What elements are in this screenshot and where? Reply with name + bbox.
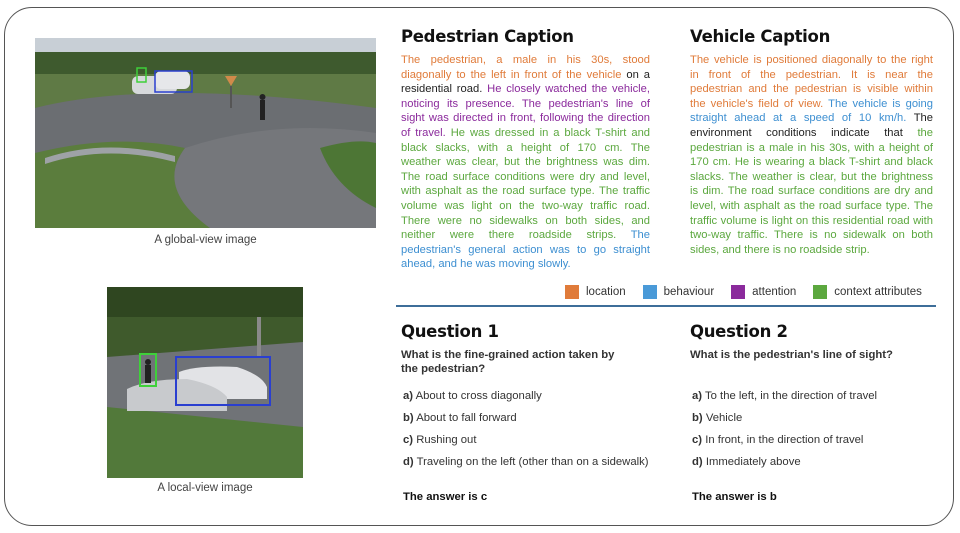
caption-segment: the pedestrian is a male in his 30s, with a height of 170 cm. He is wearing a black T-shirt and black slacks. The weather is clear, but the brightness is dim. The road surface conditions are dry and level, with asphalt as the road surface type. The traffic volume is light on this residential road with two-way traffic. There is no sidewalk on both sides, and there is no roadside strip. (690, 126, 933, 256)
question2-option-a: a) To the left, in the direction of travel (692, 390, 878, 402)
caption-segment: on a residential road. (401, 68, 651, 96)
caption-segment: The vehicle is positioned diagonally to the right in front of the pedestrian. It is near the pedestrian and the pedestrian is visible within the vehicle's field of view. (690, 54, 933, 110)
question1-title: Question 1 (401, 322, 499, 341)
question1-option-b: b) About to fall forward (403, 412, 517, 424)
question1-text: What is the fine-grained action taken by the pedestrian? (401, 349, 615, 375)
legend-label: behaviour (663, 286, 715, 298)
legend-item-location (565, 285, 626, 299)
caption-segment: He was dressed in a black T-shirt and black slacks, with a height of 170 cm. The weather was clear, but the brightness was dim. The road surface conditions were dry and level, with asphalt as the road surface type. The traffic volume was light on the two-way traffic road. There were no sidewalks on both sides, and neither were there roadside strips. (401, 126, 651, 242)
legend-item-context (813, 285, 922, 299)
legend-item-attention (731, 285, 796, 299)
caption-segment: The pedestrian's general action was to go straight ahead, and he was moving slowly. (401, 229, 650, 271)
legend-swatch (565, 285, 579, 299)
question1-answer: The answer is c (403, 491, 488, 503)
legend-item-behaviour (643, 285, 715, 299)
question2-text: What is the pedestrian's line of sight? (690, 349, 893, 361)
vehicle-caption-text (690, 53, 933, 257)
legend-label: location (586, 286, 626, 298)
legend-swatch (813, 285, 827, 299)
pedestrian-caption-title: Pedestrian Caption (401, 27, 574, 46)
caption-segment: The environment conditions indicate that (690, 112, 933, 139)
question2-option-b: b) Vehicle (692, 412, 743, 424)
caption-segment: He closely watched the vehicle, noticing its presence. The pedestrian's line of sight was directed in front, following the direction of travel. (401, 83, 650, 139)
question2-title: Question 2 (690, 322, 788, 341)
section-divider (396, 305, 936, 307)
global-view-image (35, 38, 376, 228)
legend-swatch (643, 285, 657, 299)
question1-option-d: d) Traveling on the left (other than on a sidewalk) (403, 456, 649, 468)
question1-option-c: c) Rushing out (403, 434, 477, 446)
local-view-image (107, 287, 303, 478)
caption-segment: The vehicle is going straight ahead at a speed of 10 km/h. (690, 97, 933, 125)
legend-swatch (731, 285, 745, 299)
caption-segment: The pedestrian, a male in his 30s, stood diagonally to the left in front of the vehicle (401, 54, 650, 81)
pedestrian-caption-text (401, 53, 650, 272)
question2-option-d: d) Immediately above (692, 456, 801, 468)
legend-label: context attributes (834, 286, 922, 298)
vehicle-caption-title: Vehicle Caption (690, 27, 831, 46)
local-view-caption: A local-view image (157, 482, 253, 494)
question2-answer: The answer is b (692, 491, 777, 503)
legend-label: attention (752, 286, 797, 298)
global-view-caption: A global-view image (154, 234, 257, 246)
color-legend (565, 285, 922, 299)
question2-option-c: c) In front, in the direction of travel (692, 434, 864, 446)
question1-option-a: a) About to cross diagonally (403, 390, 542, 402)
